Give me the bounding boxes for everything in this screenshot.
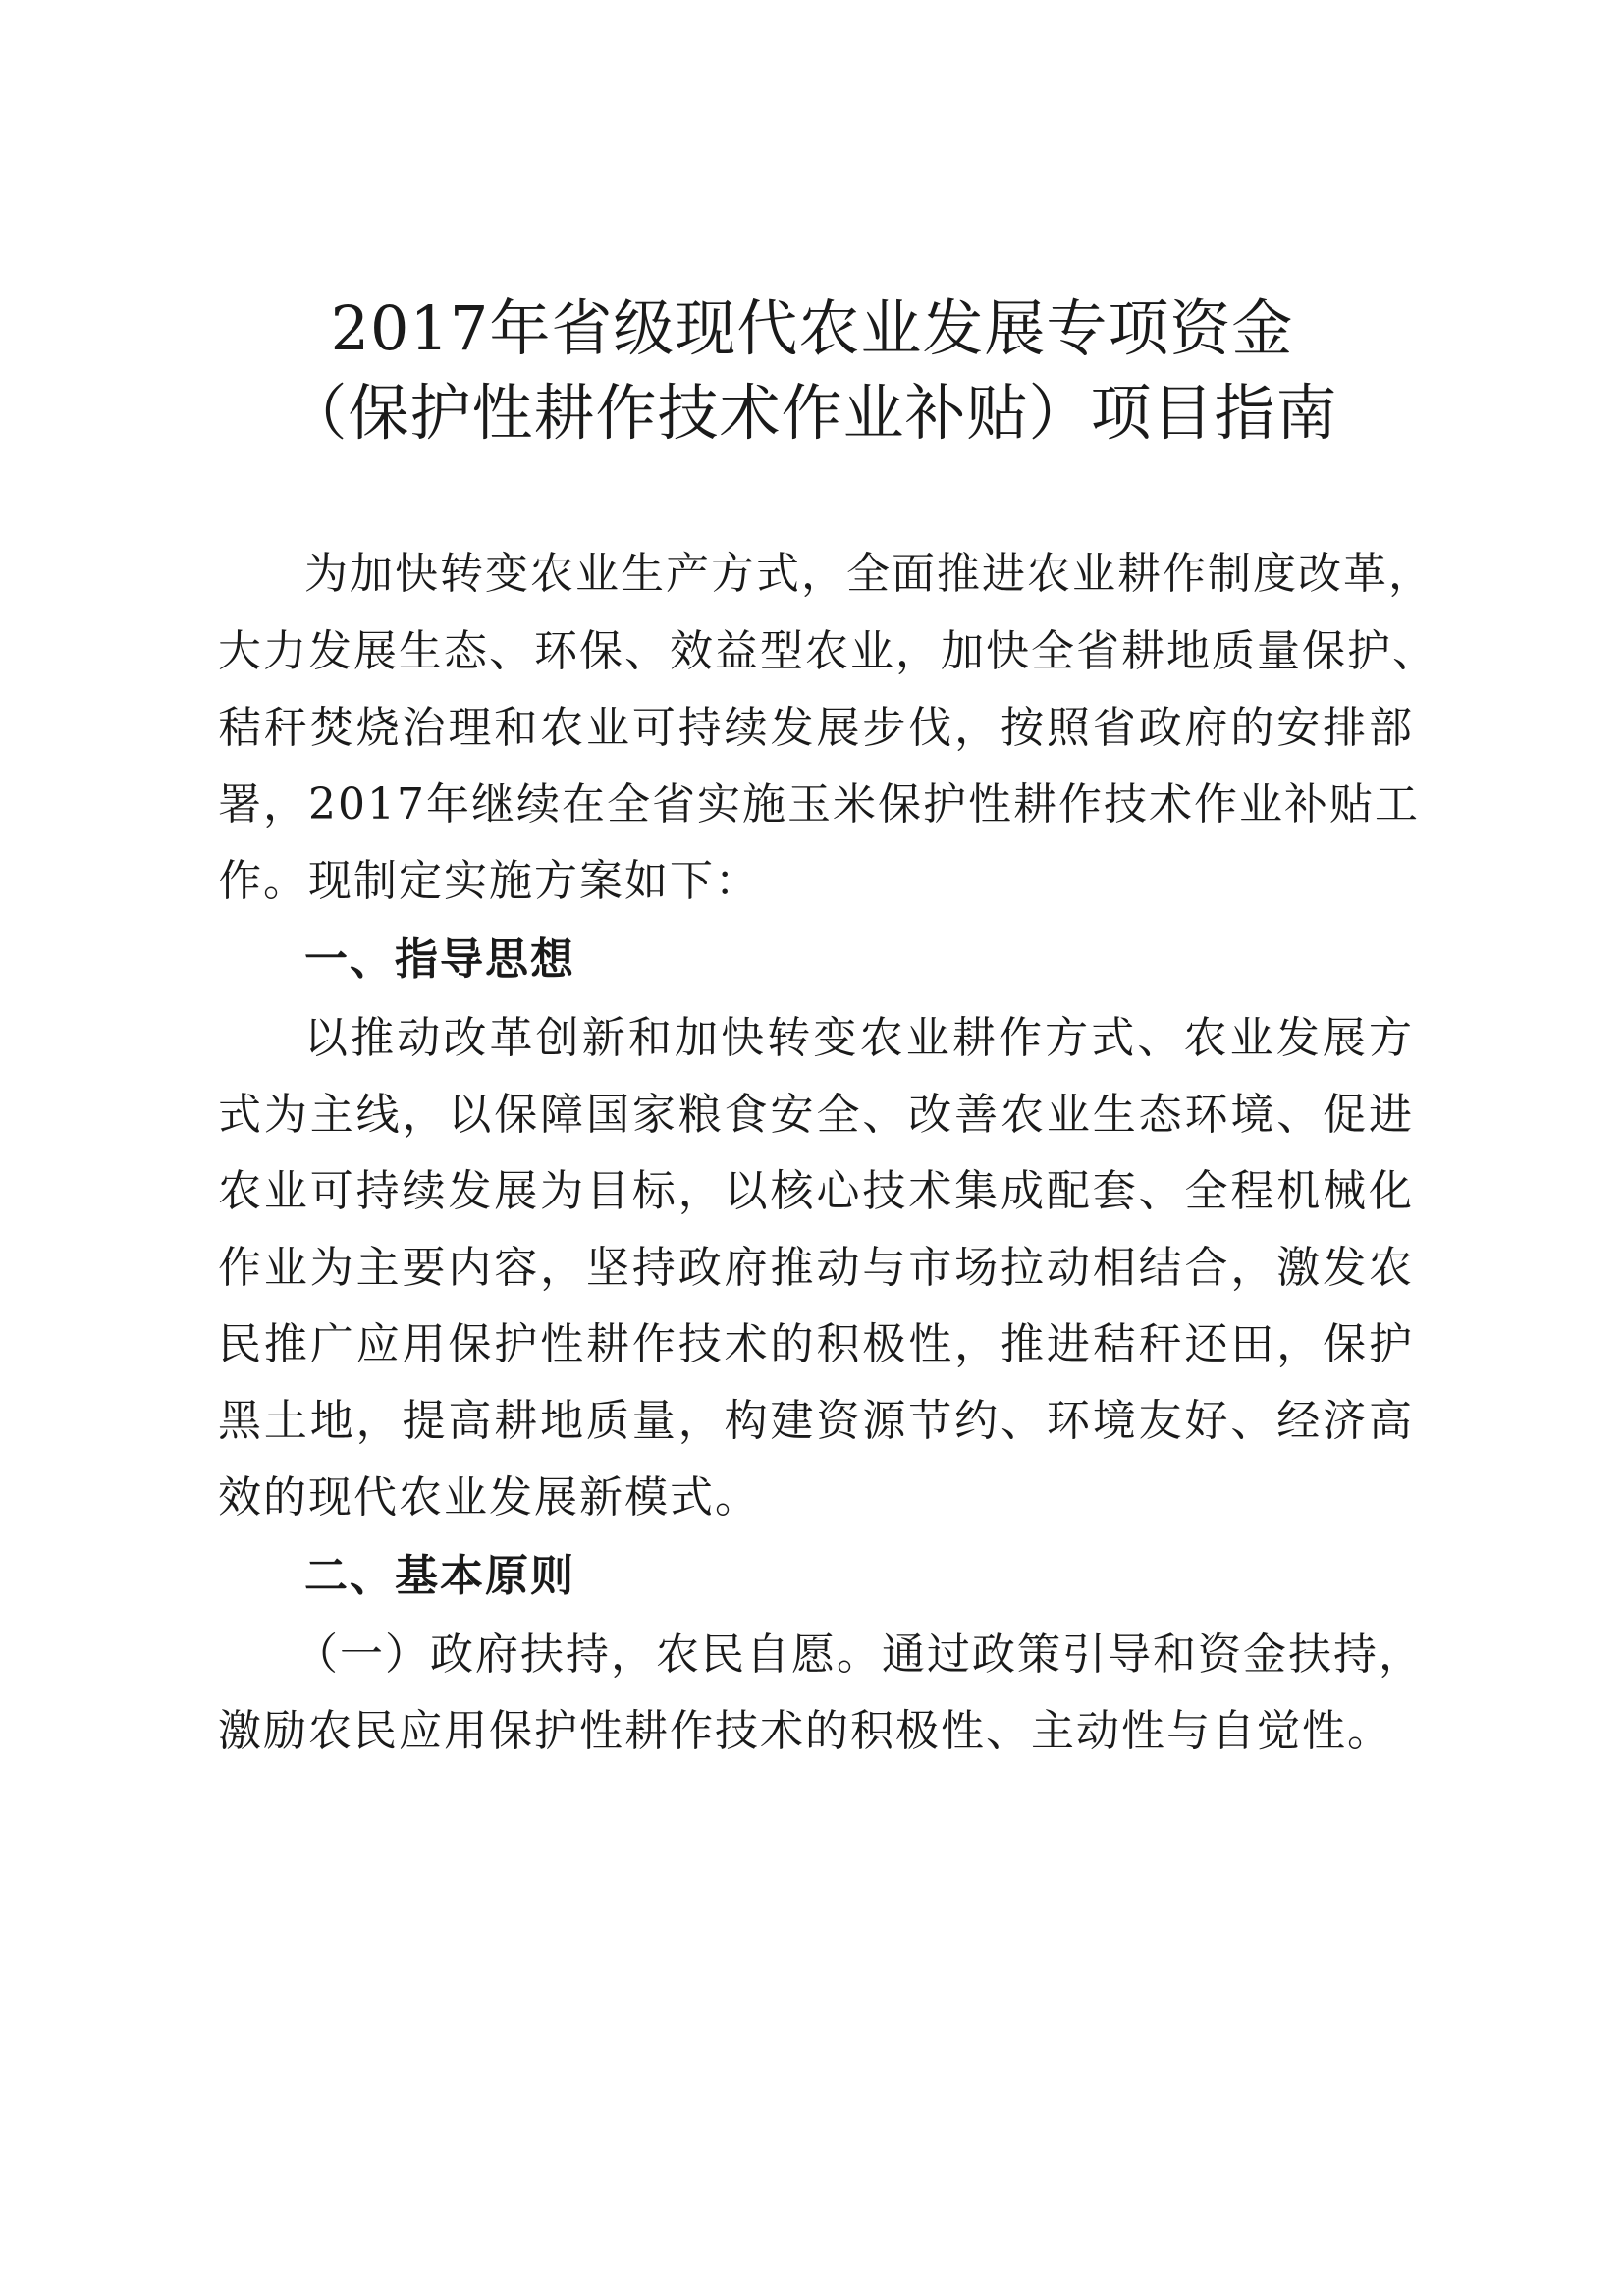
section-1-line-5: 民推广应用保护性耕作技术的积极性，推进秸秆还田，保护 <box>218 1319 1414 1369</box>
section-1-line-1: 以推动改革创新和加快转变农业耕作方式、农业发展方 <box>304 1013 1414 1063</box>
section-2-heading: 二、基本原则 <box>304 1551 575 1601</box>
section-2-line-1: （一）政府扶持，农民自愿。通过政策引导和资金扶持， <box>295 1629 1424 1680</box>
intro-line-1: 为加快转变农业生产方式，全面推进农业耕作制度改革， <box>304 549 1434 599</box>
section-2-line-2: 激励农民应用保护性耕作技术的积极性、主动性与自觉性。 <box>218 1706 1392 1756</box>
section-1-line-4: 作业为主要内容，坚持政府推动与市场拉动相结合，激发农 <box>218 1243 1414 1293</box>
section-1-line-6: 黑土地，提高耕地质量，构建资源节约、环境友好、经济高 <box>218 1396 1414 1446</box>
section-1-line-7: 效的现代农业发展新模式。 <box>218 1472 760 1522</box>
document-title-line-1: 2017年省级现代农业发展专项资金 <box>330 293 1294 364</box>
intro-line-2: 大力发展生态、环保、效益型农业，加快全省耕地质量保护、 <box>218 626 1437 676</box>
intro-line-4: 署，2017年继续在全省实施玉米保护性耕作技术作业补贴工 <box>218 779 1420 829</box>
intro-line-3: 秸秆焚烧治理和农业可持续发展步伐，按照省政府的安排部 <box>218 703 1414 753</box>
section-1-heading: 一、指导思想 <box>304 934 575 985</box>
section-1-line-2: 式为主线，以保障国家粮食安全、改善农业生态环境、促进 <box>218 1090 1414 1140</box>
document-title-line-2: （保护性耕作技术作业补贴）项目指南 <box>286 377 1338 449</box>
section-1-line-3: 农业可持续发展为目标，以核心技术集成配套、全程机械化 <box>218 1166 1414 1216</box>
intro-line-5: 作。现制定实施方案如下： <box>218 856 760 906</box>
